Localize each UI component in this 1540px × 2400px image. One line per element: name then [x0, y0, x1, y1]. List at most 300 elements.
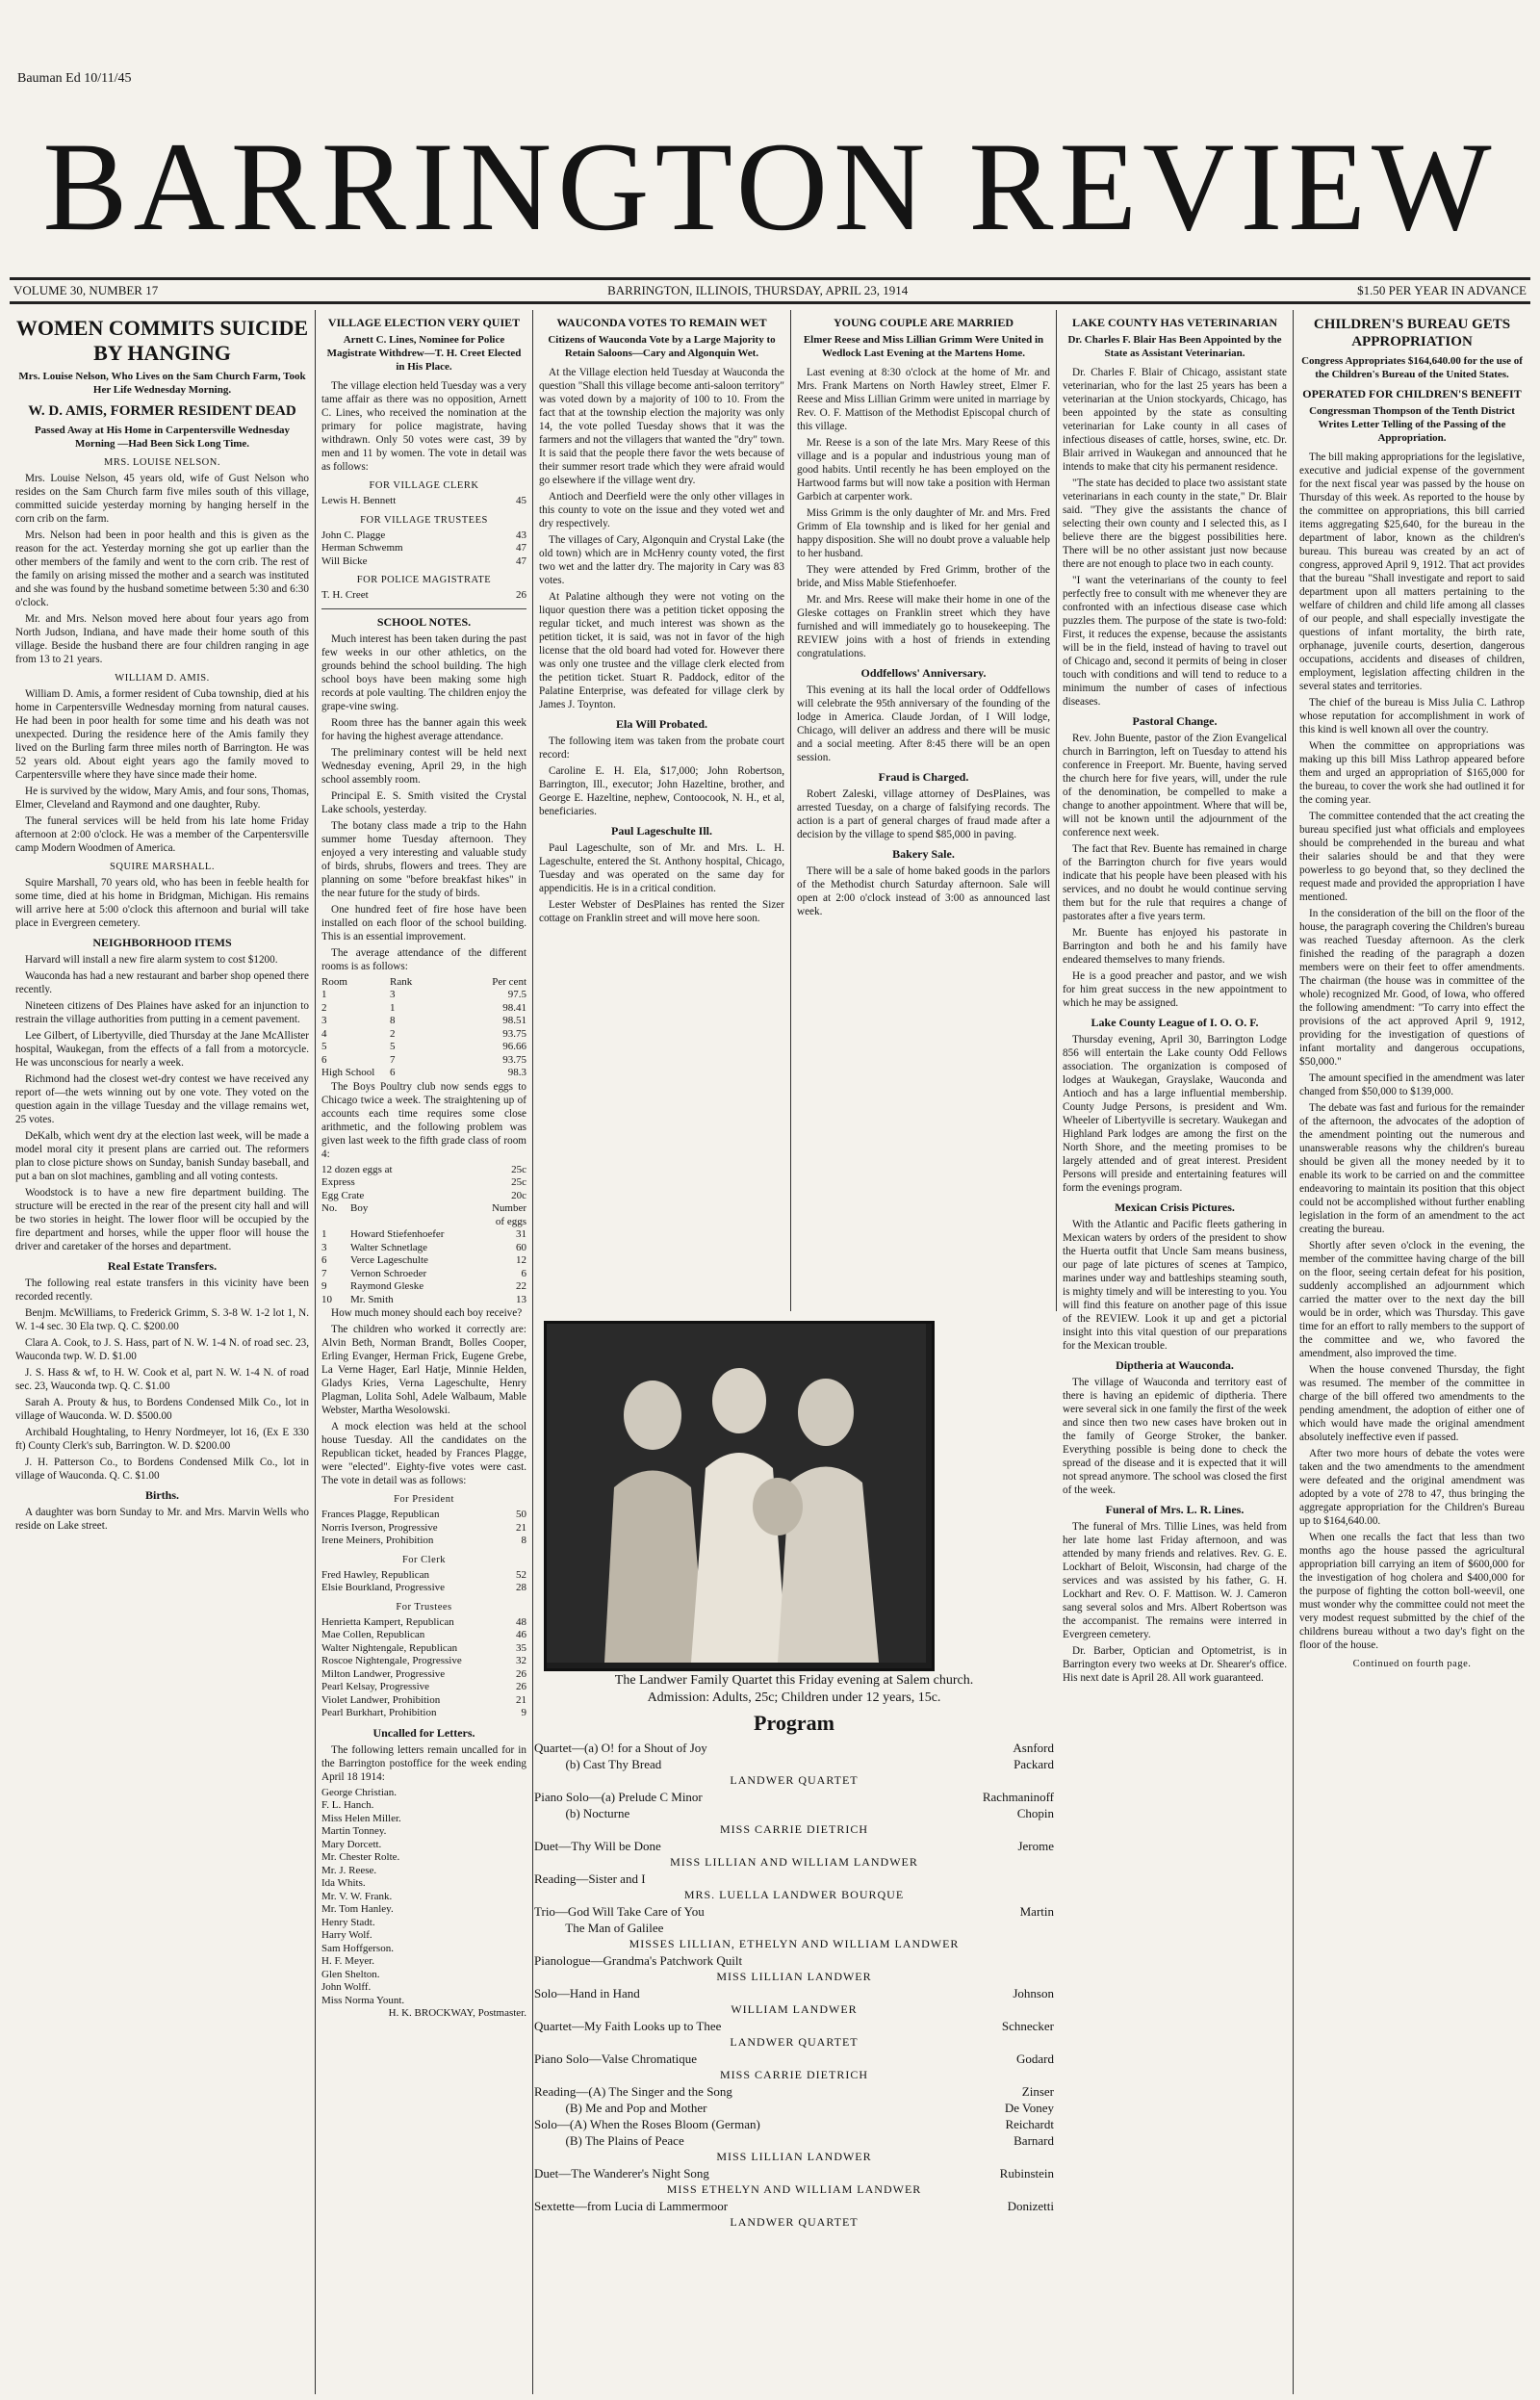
cell: Verce Lageschulte	[350, 1254, 428, 1266]
paragraph: The botany class made a trip to the Hahn summer home Tuesday afternoon. They enjoyed a very interesting and valuable study of birds, shrubs, flowers and trees. They are planning on some "before breakfast hikes" in the near future for the study of birds.	[321, 819, 526, 899]
program-piece: Pianologue—Grandma's Patchwork Quilt	[534, 1953, 743, 1968]
paragraph: Benjm. McWilliams, to Frederick Grimm, S. 3-8 W. 1-2 lot 1, N. W. 1-4 sec. 30 Ela twp. Q. C. $200.00	[15, 1307, 309, 1332]
votes: 50	[516, 1509, 526, 1520]
paragraph: The debate was fast and furious for the remainder of the afternoon, the advocates of the adoption of the amendment pointing out the numerous and unanswerable reasons why the children's bureau should be given all the money needed by it to enable its work to be carried on and the committee endeavoring to maintain its position that this object could not be accomplished without further enabling legislation in the form of an amendment to the act creating the bureau.	[1299, 1102, 1525, 1235]
program-performer: MISS CARRIE DIETRICH	[719, 1822, 868, 1836]
paragraph: Caroline E. H. Ela, $17,000; John Robertson, Barrington, Ill., executor; John Hazeltine, brother, and George E. Hazeltine, nephew, Contoocook, N. H., et al, beneficiaries.	[539, 765, 784, 817]
letter-name: Mr. J. Reese.	[321, 1864, 377, 1876]
section-heading: Funeral of Mrs. L. R. Lines.	[1105, 1503, 1245, 1516]
letter-name: Mr. Tom Hanley.	[321, 1903, 394, 1915]
program-title: Program	[754, 1711, 834, 1735]
candidate: John C. Plagge	[321, 529, 386, 541]
letter-name: F. L. Hanch.	[321, 1799, 374, 1811]
program-composer: Godard	[1016, 2052, 1054, 2066]
cell: 2	[321, 1001, 327, 1014]
candidate: Herman Schwemm	[321, 542, 403, 554]
letter-name: George Christian.	[321, 1786, 398, 1798]
paragraph: J. H. Patterson Co., to Bordens Condensed Milk Co., lot in village of Wauconda. Q. C. $1.00	[15, 1457, 309, 1482]
boy-row	[321, 1280, 526, 1294]
section-heading: Oddfellows' Anniversary.	[860, 666, 987, 680]
program-composer: Chopin	[1016, 1806, 1054, 1820]
letter-name: Sam Hoffgerson.	[321, 1942, 394, 1954]
paragraph: J. S. Hass & wf, to H. W. Cook et al, part N. W. 1-4 N. of road sec. 23, Wauconda twp. Q. C. $1.00	[15, 1367, 309, 1392]
paragraph: The bill making appropriations for the legislative, executive and judicial expense of the government for the next fiscal year was passed by the house on Thursday of this week. As reported to the house by the committee on appropriations, this bill carried items aggregating $25,640, for the bureau in the department of labor, known as the children's bureau. This bureau was created by an act of congress, approved April 9, 1912. That act provides that the bureau "Shall investigate and report to said department upon all matters pertaining to the welfare of children and child life among all classes of our people, and shall especially investigate the questions of infant mortality, the birth rate, orphanage, juvenile courts, desertion, dangerous occupations, accidents and diseases of children, employment, legislation affecting children in the several states and territories.	[1299, 452, 1525, 692]
paragraph: DeKalb, which went dry at the election last week, will be made a model moral city it present plans are carried out. The reformers plan to close picture shows on Sunday, banish Sunday baseball, and put a ban on slot machines, gambling and all voting contests.	[15, 1130, 309, 1182]
headline-village-election: VILLAGE ELECTION VERY QUIET	[327, 316, 521, 329]
program-piece: Quartet—(a) O! for a Shout of Joy	[534, 1741, 707, 1755]
votes: 21	[516, 1521, 526, 1534]
program-item	[534, 1838, 1054, 1854]
program-item	[534, 1756, 1054, 1772]
program-performer: LANDWER QUARTET	[730, 2035, 859, 2049]
vote-row	[321, 1655, 526, 1668]
cell: 22	[516, 1280, 526, 1292]
section-heading: Real Estate Transfers.	[107, 1259, 218, 1273]
program-piece: (b) Nocturne	[534, 1806, 630, 1820]
cell: 8	[390, 1015, 396, 1026]
candidate: Walter Nightengale, Republican	[321, 1641, 458, 1654]
paragraph: One hundred feet of fire hose have been installed on each floor of the school building. This is an essential improvement.	[321, 903, 526, 942]
cell: 6	[390, 1067, 396, 1078]
vote-row	[321, 1668, 526, 1682]
program-piece: Solo—(A) When the Roses Bloom (German)	[534, 2117, 760, 2131]
program-performer: MISS LILLIAN LANDWER	[716, 1970, 872, 1983]
boy-row	[321, 1228, 526, 1242]
paragraph: The following letters remain uncalled for in the Barrington postoffice for the week ending April 18 1914:	[321, 1743, 526, 1783]
section-heading: Pastoral Change.	[1132, 714, 1218, 728]
program-performer: MISSES LILLIAN, ETHELYN AND WILLIAM LANDWER	[629, 1937, 960, 1950]
vote-row	[321, 495, 526, 508]
program-item	[534, 1871, 1054, 1887]
egg-row	[321, 1176, 526, 1190]
deck: Dr. Charles F. Blair Has Been Appointed by the State as Assistant Veterinarian.	[1067, 334, 1282, 359]
letter-name: Mr. V. W. Frank.	[321, 1890, 393, 1902]
section-heading: Diptheria at Wauconda.	[1116, 1358, 1234, 1372]
cell: Room	[321, 975, 347, 988]
program-item	[534, 1903, 1054, 1920]
paragraph: The villages of Cary, Algonquin and Crystal Lake (the old town) which are in McHenry county voted, the first two wet and the latter dry. The majority in Cary was 83 votes.	[539, 534, 784, 586]
candidate: Mae Collen, Republican	[321, 1629, 425, 1640]
votes: 26	[516, 1681, 526, 1692]
column-2	[316, 310, 533, 2394]
candidate: Will Bicke	[321, 555, 368, 567]
letter-name: Miss Helen Miller.	[321, 1812, 401, 1824]
quartet-photo-illustration	[547, 1324, 926, 1663]
continued-note: Continued on fourth page.	[1352, 1659, 1472, 1669]
votes: 45	[516, 495, 526, 506]
votes: 8	[521, 1535, 526, 1546]
price: 20c	[511, 1189, 526, 1201]
program-piece: Duet—The Wanderer's Night Song	[534, 2166, 709, 2181]
votes: 9	[521, 1707, 526, 1718]
cell: High School	[321, 1067, 375, 1078]
cell: 6	[321, 1254, 327, 1266]
cell: 1	[321, 989, 327, 1000]
program-composer: Martin	[1019, 1904, 1054, 1919]
program-piece: Piano Solo—(a) Prelude C Minor	[534, 1790, 703, 1804]
vote-row	[321, 1694, 526, 1708]
paragraph: Antioch and Deerfield were the only other villages in this county to vote on the issue and they voted wet and dry respectively.	[539, 491, 784, 529]
program-composer: Barnard	[1014, 2133, 1054, 2148]
letter-name: H. F. Meyer.	[321, 1955, 375, 1967]
paragraph: At the Village election held Tuesday at Wauconda the question "Shall this village become anti-saloon territory" was voted down by a majority of 100 to 10. From the fact that at the township election the majority was only 14, the vote polled Tuesday shows that it was the farmers and not the villagers that wanted the "dry" town. It is said that the people there favor the wets because of their summer resort trade which they were afraid would go elsewhere if the village went dry.	[539, 367, 784, 486]
item: Express	[321, 1176, 355, 1188]
paragraph: How much money should each boy receive?	[331, 1307, 523, 1319]
program-piece: Reading—(A) The Singer and the Song	[534, 2084, 732, 2099]
cell: Howard Stiefenhoefer	[350, 1228, 445, 1240]
votes: 35	[516, 1641, 526, 1654]
attendance-row	[321, 1015, 526, 1028]
program-composer: De Voney	[1004, 2101, 1054, 2115]
paragraph: Much interest has been taken during the past few weeks in our other athletics, on the grounds behind the school building. The high school boys have been making some high records at pole vaulting. The children enjoy the grape-vine swing.	[321, 632, 526, 712]
program-composer: Schnecker	[1001, 2019, 1054, 2033]
subhead: FOR VILLAGE CLERK	[369, 480, 479, 491]
subhead: WILLIAM D. AMIS.	[115, 673, 210, 684]
program-composer: Johnson	[1013, 1986, 1054, 2000]
vote-row	[321, 589, 526, 603]
deck: Congressman Thompson of the Tenth District Writes Letter Telling of the Passing of the Appropriation.	[1309, 405, 1515, 444]
cell: 1	[321, 1228, 327, 1240]
cell: 31	[516, 1228, 526, 1240]
section-heading: OPERATED FOR CHILDREN'S BENEFIT	[1302, 387, 1522, 400]
cell: 6	[321, 1053, 327, 1066]
paragraph: The committee contended that the act creating the bureau specified just what officials and employees should be comprehended in the bureau and what their salaries should be and that they were powerless to go beyond that, so they declined the request made and provided the appropriation I have mentioned.	[1299, 811, 1525, 903]
boy-row	[321, 1268, 526, 1281]
paragraph: Richmond had the closest wet-dry contest we have received any report of—the wets winning out by one vote. They voted on the question again in the village Tuesday and the village remains wet, 25 votes.	[15, 1073, 309, 1125]
paragraph: Dr. Charles F. Blair of Chicago, assistant state veterinarian, who for the last 25 years has been a veterinarian at the Union stockyards, Chicago, has been appointed by the state as consulting veterinarian for Lake county in all cases of infectious diseases of cattle, horses, swine, etc. Dr. Blair arrived in Waukegan and announced that he intends to make that city his permanent residence.	[1063, 367, 1287, 473]
column-4	[791, 310, 1057, 1311]
paragraph: The funeral services will be held from his late home Friday afternoon at 2:00 o'clock. He was a member of the Carpentersville camp Modern Woodmen of America.	[15, 815, 309, 854]
section-heading: Ela Will Probated.	[615, 717, 707, 731]
paragraph: Nineteen citizens of Des Plaines have asked for an injunction to restrain the village authorities from putting in a cement pavement.	[15, 1000, 309, 1025]
vote-row	[321, 1616, 526, 1630]
subhead: For Trustees	[396, 1601, 452, 1613]
program-composer: Packard	[1014, 1757, 1054, 1771]
program-item	[534, 1805, 1054, 1821]
deck: Citizens of Wauconda Vote by a Large Majority to Retain Saloons—Cary and Algonquin Wet.	[548, 334, 776, 359]
candidate: Elsie Bourkland, Progressive	[321, 1582, 446, 1593]
vote-row	[321, 1582, 526, 1595]
paragraph: "The state has decided to place two assistant state veterinarians in each county in the state," Dr. Blair said. "They give the assistants the chance of selecting their own county and I selected this, as I believe there are the biggest possibilities here. There will be no other assistant just now because there are not enough to place two in each county.	[1063, 477, 1287, 570]
paragraph: "I want the veterinarians of the county to feel perfectly free to consult with me whenever they are confronted with an infectious disease case which puzzles them. The purpose of the state is two-fold: First, it reduces the expense, because the assistants will be in the field, instead of having to travel out of Chicago and, second it permits of being in closer touch with conditions and will tend to reduce to a minimum the number of cases of infectious diseases.	[1063, 575, 1287, 708]
section-heading: Lake County League of I. O. O. F.	[1091, 1016, 1259, 1029]
vote-row	[321, 1681, 526, 1694]
program-composer: Jerome	[1017, 1839, 1054, 1853]
program-item	[534, 1920, 1054, 1936]
paragraph: Clara A. Cook, to J. S. Hass, part of N. W. 1-4 N. of road sec. 23, Wauconda twp. W. D. $1.00	[15, 1337, 309, 1362]
paragraph: This evening at its hall the local order of Oddfellows will celebrate the 95th anniversary of the founding of the lodge in America. Claude Jordan, of I Will lodge, Chicago, will deliver an address and there will be music and a social meeting. After 8:45 there will be an open session.	[797, 684, 1050, 763]
program-performer: MISS ETHELYN AND WILLIAM LANDWER	[666, 2182, 922, 2196]
boy-row	[321, 1242, 526, 1255]
program-piece: The Man of Galilee	[534, 1921, 664, 1935]
program-piece: Quartet—My Faith Looks up to Thee	[534, 2019, 722, 2033]
paragraph: A daughter was born Sunday to Mr. and Mrs. Marvin Wells who reside on Lake street.	[15, 1507, 309, 1532]
section-heading: NEIGHBORHOOD ITEMS	[92, 936, 232, 949]
vote-row	[321, 1509, 526, 1522]
votes: 26	[516, 589, 526, 601]
program-piece: Solo—Hand in Hand	[534, 1986, 640, 2000]
subhead: FOR POLICE MAGISTRATE	[356, 575, 492, 585]
subhead: MRS. LOUISE NELSON.	[104, 457, 220, 468]
letter-name: Miss Norma Yount.	[321, 1994, 405, 2006]
program-caption: The Landwer Family Quartet this Friday evening at Salem church.	[614, 1673, 974, 1688]
candidate: Frances Plagge, Republican	[321, 1509, 440, 1520]
subhead: For President	[394, 1494, 454, 1505]
letter-name: Martin Tonney.	[321, 1825, 387, 1837]
quartet-photo	[544, 1321, 935, 1671]
paragraph: Harvard will install a new fire alarm system to cost $1200.	[25, 954, 278, 966]
section-heading: Bakery Sale.	[892, 847, 955, 861]
deck: Arnett C. Lines, Nominee for Police Magistrate Withdrew—T. H. Creet Elected in His Place.	[326, 334, 522, 373]
cell: 1	[390, 1001, 396, 1014]
program-item	[534, 2116, 1054, 2132]
paragraph: Shortly after seven o'clock in the evening, the member of the committee having charge of the bill on the floor, seeing certain defeat for his position, suddenly accomplished an adjournment which carried the matter over to the next day the bill would be in order, which was Thursday. This gave time for an effort to rally members to the support of the committee and we, who favored the amendment, also improved the time.	[1299, 1240, 1525, 1359]
cell: 93.75	[502, 1027, 526, 1040]
program-composer: Donizetti	[1007, 2199, 1054, 2213]
paragraph: When one recalls the fact that less than two months ago the house passed the agricultural appropriation bill carrying an item of $600,000 for the investigation of hog cholera and $400,000 for the purpose of fighting the cotton boll-weevil, one must wonder why the committee could not meet the very modest request submitted by the chief of the childrens bureau without a two day's fight on the floor of the house.	[1299, 1532, 1525, 1651]
letter-name: Mary Dorcett.	[321, 1838, 382, 1850]
column-6	[1294, 310, 1530, 2394]
cell: No.	[321, 1202, 338, 1214]
program-performer: WILLIAM LANDWER	[731, 2002, 858, 2016]
paragraph: Lee Gilbert, of Libertyville, died Thursday at the Jane McAllister hospital, Waukegan, from the effects of a fall from a motorcycle. He was unconscious for nearly a week.	[15, 1030, 309, 1069]
deck: Congress Appropriates $164,640.00 for the use of the Children's Bureau of the United States.	[1301, 355, 1523, 380]
divider	[321, 608, 526, 609]
paragraph: The funeral of Mrs. Tillie Lines, was held from her late home last Friday afternoon, and was attended by many friends and relatives. Rev. G. E. Lockhart of Beloit, Wisconsin, had charge of the services and was assisted by his father, G. H. Lockhart and Rev. O. F. Mattison. W. J. Cameron sang several solos and Mrs. Albert Robertson was the accompanist. The remains were interred in Evergreen cemetery.	[1063, 1521, 1287, 1640]
program-composer: Rachmaninoff	[982, 1790, 1054, 1804]
cell: Walter Schnetlage	[350, 1241, 428, 1253]
votes: 47	[516, 542, 526, 554]
program-piece: (B) Me and Pop and Mother	[534, 2101, 707, 2115]
section-heading: Mexican Crisis Pictures.	[1115, 1200, 1235, 1214]
votes: 32	[516, 1655, 526, 1666]
vote-row	[321, 1569, 526, 1583]
item: Egg Crate	[321, 1189, 365, 1201]
letter-name: Ida Whits.	[321, 1877, 366, 1889]
attendance-row	[321, 989, 526, 1002]
cell: 5	[390, 1041, 396, 1052]
paragraph: The following item was taken from the probate court record:	[539, 735, 784, 761]
votes: 28	[516, 1582, 526, 1593]
section-heading: Uncalled for Letters.	[372, 1725, 475, 1740]
paragraph: When the committee on appropriations was making up this bill Miss Lathrop appeared before them and urged an appropriation of $165,000 for the bureau, to cover the work she had outlined it for the coming year.	[1299, 740, 1525, 806]
section-heading: Births.	[144, 1488, 179, 1502]
paragraph: The chief of the bureau is Miss Julia C. Lathrop whose reputation for accomplishment in work of this kind is well known all over the country.	[1299, 697, 1525, 735]
paragraph: Paul Lageschulte, son of Mr. and Mrs. L. H. Lageschulte, entered the St. Anthony hospital, Chicago, Tuesday and was operated on the same day for appendicitis. He is in a critical condition.	[539, 842, 784, 894]
place-date: BARRINGTON, ILLINOIS, THURSDAY, APRIL 23, 1914	[607, 283, 909, 297]
egg-row	[321, 1164, 526, 1177]
cell: 7	[321, 1267, 327, 1279]
column-5	[1057, 310, 1294, 2394]
program-piece: Trio—God Will Take Care of You	[534, 1904, 705, 1919]
cell: 3	[390, 989, 396, 1000]
dateline-bar	[10, 277, 1530, 304]
cell: 97.5	[507, 989, 526, 1000]
candidate: Henrietta Kampert, Republican	[321, 1615, 454, 1628]
paragraph: A mock election was held at the school house Tuesday. All the candidates on the Republican ticket, headed by Frances Plagge, were "elected". Eighty-five votes were cast. The vote in detail was as follows:	[321, 1421, 526, 1486]
attendance-row	[321, 1028, 526, 1042]
letter-name: Mr. Chester Rolte.	[321, 1851, 400, 1863]
deck: Passed Away at His Home in Carpentersville Wednesday Morning —Had Been Sick Long Time.	[34, 425, 291, 450]
paragraph: There will be a sale of home baked goods in the parlors of the Methodist church Saturday afternoon. Sale will open at 2:00 o'clock instead of 3:00 as announced last week.	[797, 865, 1050, 917]
paragraph: After two more hours of debate the votes were taken and the two amendments to the amendment were defeated and the original amendment was adopted by a vote of 278 to 47, thus bringing the aggregate appropriation for the Children's Bureau up to $164,640.00.	[1299, 1448, 1525, 1527]
headline-amis: W. D. AMIS, FORMER RESIDENT DEAD	[28, 403, 296, 419]
program-item	[534, 1952, 1054, 1969]
cell: Mr. Smith	[350, 1293, 394, 1305]
paragraph: The Boys Poultry club now sends eggs to Chicago twice a week. The straightening up of accounts each time requires some close arithmetic, and the following problem was given last week to the fifth grade class of room 4:	[321, 1080, 526, 1160]
program-item	[534, 2018, 1054, 2034]
candidate: Roscoe Nightengale, Progressive	[321, 1655, 462, 1666]
attendance-header	[321, 976, 526, 990]
program-item	[534, 2198, 1054, 2214]
program-performer: MRS. LUELLA LANDWER BOURQUE	[683, 1888, 905, 1901]
paragraph: The average attendance of the different rooms is as follows:	[321, 946, 526, 972]
paragraph: Principal E. S. Smith visited the Crystal Lake schools, yesterday.	[321, 789, 526, 815]
archive-handwritten-note: Bauman Ed 10/11/45	[17, 71, 132, 86]
subscription-price: $1.50 PER YEAR IN ADVANCE	[1357, 283, 1527, 297]
quartet-program	[534, 1672, 1054, 2240]
attendance-row	[321, 1041, 526, 1054]
paragraph: Thursday evening, April 30, Barrington Lodge 856 will entertain the Lake county Odd Fellows association. The organization is composed of lodges at Waukegan, Grayslake, Wauconda and Antioch and has a large influential membership. County Judge Persons, is president and Wm. Wheeler of Libertyville is secretary. Waukegan and Highland Park lodges are among the first on the North Shore, and the meeting promises to be largely attended and of great interest. President Persons will preside and entertaining features will form the evenings program.	[1063, 1034, 1287, 1194]
paragraph: At Palatine although they were not voting on the liquor question there was a petition ticket opposing the regular ticket, and much interest was shown as the petition ticket, it is said, was not in favor of the high license that the old board had voted for. However there was only one trustee and the village clerk elected from the petition ticket. Stuart R. Paddock, editor of the Palatine Enterprise, was defeated for village clerk by James J. Toynton.	[539, 591, 784, 710]
cell: Per cent	[492, 975, 526, 988]
attendance-row	[321, 1002, 526, 1016]
paragraph: William D. Amis, a former resident of Cuba township, died at his home in Carpentersville Wednesday morning from natural causes. He had been in poor health for some time and his death was not unexpected. During the residence here of the Amis family they lived on the Burling farm three miles north of Barrington. He was 52 years old. About eight years ago the family moved to Carpentersville where they have since made their home.	[15, 688, 309, 781]
cell: Number of eggs	[491, 1202, 526, 1227]
paragraph: With the Atlantic and Pacific fleets gathering in Mexican waters by orders of the president to show the Huerta outfit that Uncle Sam means business, our page of late pictures of scenes at Tampico, marines under way and battleships steaming south, is mighty timely and will be interesting to you. You will find this feature on another page of this issue of the REVIEW. Look it up and get a pictorial insight into this vital question of our preparations for the Mexican trouble.	[1063, 1219, 1287, 1352]
paragraph: Mr. and Mrs. Reese will make their home in one of the Gleske cottages on Franklin street which they have furnished and will immediately go to housekeeping. The REVIEW joins with a host of friends in extending congratulations.	[797, 594, 1050, 659]
program-admission: Admission: Adults, 25c; Children under 12 years, 15c.	[647, 1690, 941, 1705]
paragraph: Room three has the banner again this week for having the highest average attendance.	[321, 716, 526, 742]
paragraph: He is survived by the widow, Mary Amis, and four sons, Thomas, Elmer, Cleveland and Raymond and one daughter, Ruby.	[15, 786, 309, 811]
paragraph: The children who worked it correctly are: Alvin Beth, Norman Brandt, Bolles Cooper, Erling Evanger, Herman Frick, Eugene Grebe, La Verne Hager, Earl Hatje, Minnie Helden, Gladys Kries, Verna Lageschulte, Henry Plagman, Lolita Sohl, Adele Walbaum, Mable Webster, Martha Wesolowski.	[321, 1324, 526, 1416]
paragraph: Mr. Reese is a son of the late Mrs. Mary Reese of this village and is a popular and industrious young man of good habits. Until recently he has been employed on the Hartwood farms but will now take a position with Herman Garbich at carpenter work.	[797, 437, 1050, 503]
cell: 7	[390, 1053, 396, 1066]
postmaster-signature: H. K. BROCKWAY, Postmaster.	[388, 2007, 526, 2019]
headline-young-couple: YOUNG COUPLE ARE MARRIED	[833, 316, 1014, 329]
cell: 10	[321, 1293, 332, 1305]
votes: 52	[516, 1568, 526, 1581]
program-item	[534, 2165, 1054, 2181]
candidate: Pearl Kelsay, Progressive	[321, 1681, 430, 1692]
program-item	[534, 2051, 1054, 2067]
cell: 98.51	[502, 1015, 526, 1026]
letter-name: Glen Shelton.	[321, 1968, 380, 1980]
paragraph: Mrs. Nelson had been in poor health and this is given as the reason for the act. Yesterday morning she got up earlier than the other members of the family and went to the corn crib. The rest of the family on arising missed the mother and a search was instituted and she was found by the husband sometime between 5:30 and 6:30 o'clock.	[15, 529, 309, 608]
cell: 2	[390, 1027, 396, 1040]
program-piece: Reading—Sister and I	[534, 1871, 646, 1886]
votes: 47	[516, 555, 526, 567]
vote-row	[321, 1629, 526, 1642]
cell: 4	[321, 1027, 327, 1040]
candidate: Irene Meiners, Prohibition	[321, 1535, 434, 1546]
paragraph: The preliminary contest will be held next Wednesday evening, April 29, in the high school assembly room.	[321, 746, 526, 786]
program-performer: MISS CARRIE DIETRICH	[719, 2068, 868, 2081]
paragraph: Robert Zaleski, village attorney of DesPlaines, was arrested Tuesday, on a charge of falsifying records. The action is a part of general charges of fraud made after a decision by the village to spend $85,000 in paving.	[797, 788, 1050, 840]
candidate: T. H. Creet	[321, 589, 369, 601]
program-performer: LANDWER QUARTET	[730, 2215, 859, 2229]
candidate: Milton Landwer, Progressive	[321, 1667, 446, 1680]
subhead: For Clerk	[401, 1554, 447, 1565]
cell: 6	[521, 1267, 526, 1279]
deck: Elmer Reese and Miss Lillian Grimm Were United in Wedlock Last Evening at the Martens Home.	[803, 334, 1044, 359]
column-1	[10, 310, 316, 2394]
paragraph: The following real estate transfers in this vicinity have been recorded recently.	[15, 1277, 309, 1303]
program-piece: (b) Cast Thy Bread	[534, 1757, 662, 1771]
item: 12 dozen eggs at	[321, 1163, 393, 1175]
subhead: SQUIRE MARSHALL.	[110, 862, 215, 872]
subhead: FOR VILLAGE TRUSTEES	[360, 514, 488, 526]
program-composer: Reichardt	[1005, 2117, 1054, 2131]
program-piece: (B) The Plains of Peace	[534, 2133, 684, 2148]
candidate: Pearl Burkhart, Prohibition	[321, 1707, 437, 1718]
cell: Raymond Gleske	[350, 1280, 424, 1292]
headline-suicide: WOMEN COMMITS SUICIDE BY HANGING	[15, 316, 309, 365]
paragraph: Rev. John Buente, pastor of the Zion Evangelical church in Barrington, left on Tuesday to attend his conference in Freeport. Mr. Buente, having served the church here for five years, will, under the rule of the denomination, be compelled to make a change to another appointment. Where that will be, will not be known until the adjournment of the conference next week.	[1063, 733, 1287, 839]
votes: 26	[516, 1667, 526, 1680]
paragraph: Wauconda has had a new restaurant and barber shop opened there recently.	[15, 970, 309, 995]
boy-row	[321, 1254, 526, 1268]
letter-name: John Wolff.	[321, 1981, 372, 1993]
boys-header	[321, 1202, 526, 1228]
egg-row	[321, 1190, 526, 1203]
paragraph: Lester Webster of DesPlaines has rented the Sizer cottage on Franklin street and will move here soon.	[539, 899, 784, 924]
vote-row	[321, 542, 526, 555]
paragraph: Last evening at 8:30 o'clock at the home of Mr. and Mrs. Frank Martens on North Hawley street, Elmer F. Reese and Miss Lillian Grimm were united in marriage by Rev. O. F. Mattison of the Methodist Episcopal church of this village.	[797, 367, 1050, 432]
program-performer: MISS LILLIAN LANDWER	[716, 2150, 872, 2163]
headline-wauconda-wet: WAUCONDA VOTES TO REMAIN WET	[556, 316, 767, 329]
vote-row	[321, 555, 526, 569]
volume-number: VOLUME 30, NUMBER 17	[13, 283, 159, 297]
paragraph: He is a good preacher and pastor, and we wish for him great success in the new appointment to which he may be assigned.	[1063, 970, 1287, 1009]
votes: 43	[516, 529, 526, 541]
paragraph: Mr. Buente has enjoyed his pastorate in Barrington and both he and his family have endeared themselves to many friends.	[1063, 927, 1287, 966]
vote-row	[321, 1642, 526, 1656]
cell: 3	[321, 1015, 327, 1026]
letter-name: Harry Wolf.	[321, 1929, 372, 1941]
cell: 9	[321, 1280, 327, 1292]
program-item	[534, 2100, 1054, 2116]
paragraph: Mr. and Mrs. Nelson moved here about four years ago from North Judson, Indiana, and have made their home south of this village. Beside the husband there are four children ranging in age from 13 to 21 years.	[15, 613, 309, 665]
program-item	[534, 2132, 1054, 2149]
paragraph: When the house convened Thursday, the fight was resumed. The member of the committee in charge of the bill offered two amendments to the pending amendment, the adoption of either one of which would have made the original amendment absolutely ineffective even if passed.	[1299, 1364, 1525, 1443]
cell: Rank	[390, 975, 413, 988]
attendance-row	[321, 1067, 526, 1080]
masthead-title: BARRINGTON REVIEW	[42, 116, 1498, 257]
votes: 48	[516, 1615, 526, 1628]
paragraph: Sarah A. Prouty & hus, to Bordens Condensed Milk Co., lot in village of Wauconda. W. D. $500.00	[15, 1397, 309, 1422]
vote-row	[321, 1535, 526, 1548]
paragraph: Dr. Barber, Optician and Optometrist, is in Barrington every two weeks at Dr. Shearer's office. His next date is April 28. All work guaranteed.	[1063, 1645, 1287, 1684]
program-composer: Asnford	[1013, 1741, 1054, 1755]
attendance-row	[321, 1054, 526, 1068]
program-item	[534, 1985, 1054, 2001]
program-item	[534, 2083, 1054, 2100]
paragraph: The village election held Tuesday was a very tame affair as there was no opposition, Arnett C. Lines, who received the nomination at the primary for police magistrate, having withdrawn. Only 50 votes were cast, 39 by men and 11 by women. The vote in detail was as follows:	[321, 380, 526, 473]
cell: 98.3	[507, 1067, 526, 1078]
price: 25c	[511, 1176, 526, 1188]
candidate: Norris Iverson, Progressive	[321, 1521, 438, 1534]
boy-row	[321, 1294, 526, 1307]
cell: 93.75	[502, 1053, 526, 1066]
headline-childrens-bureau: CHILDREN'S BUREAU GETS APPROPRIATION	[1313, 317, 1511, 349]
program-item	[534, 1789, 1054, 1805]
paragraph: They were attended by Fred Grimm, brother of the bride, and Miss Mable Stiefenhoefer.	[797, 564, 1050, 589]
paragraph: The amount specified in the amendment was later changed from $50,000 to $139,000.	[1299, 1072, 1525, 1097]
paragraph: Miss Grimm is the only daughter of Mr. and Mrs. Fred Grimm of Ela township and is liked for her genial and happy disposition. She will no doubt prove a valuable help to her husband.	[797, 507, 1050, 559]
vote-row	[321, 529, 526, 543]
cell: 98.41	[502, 1001, 526, 1014]
